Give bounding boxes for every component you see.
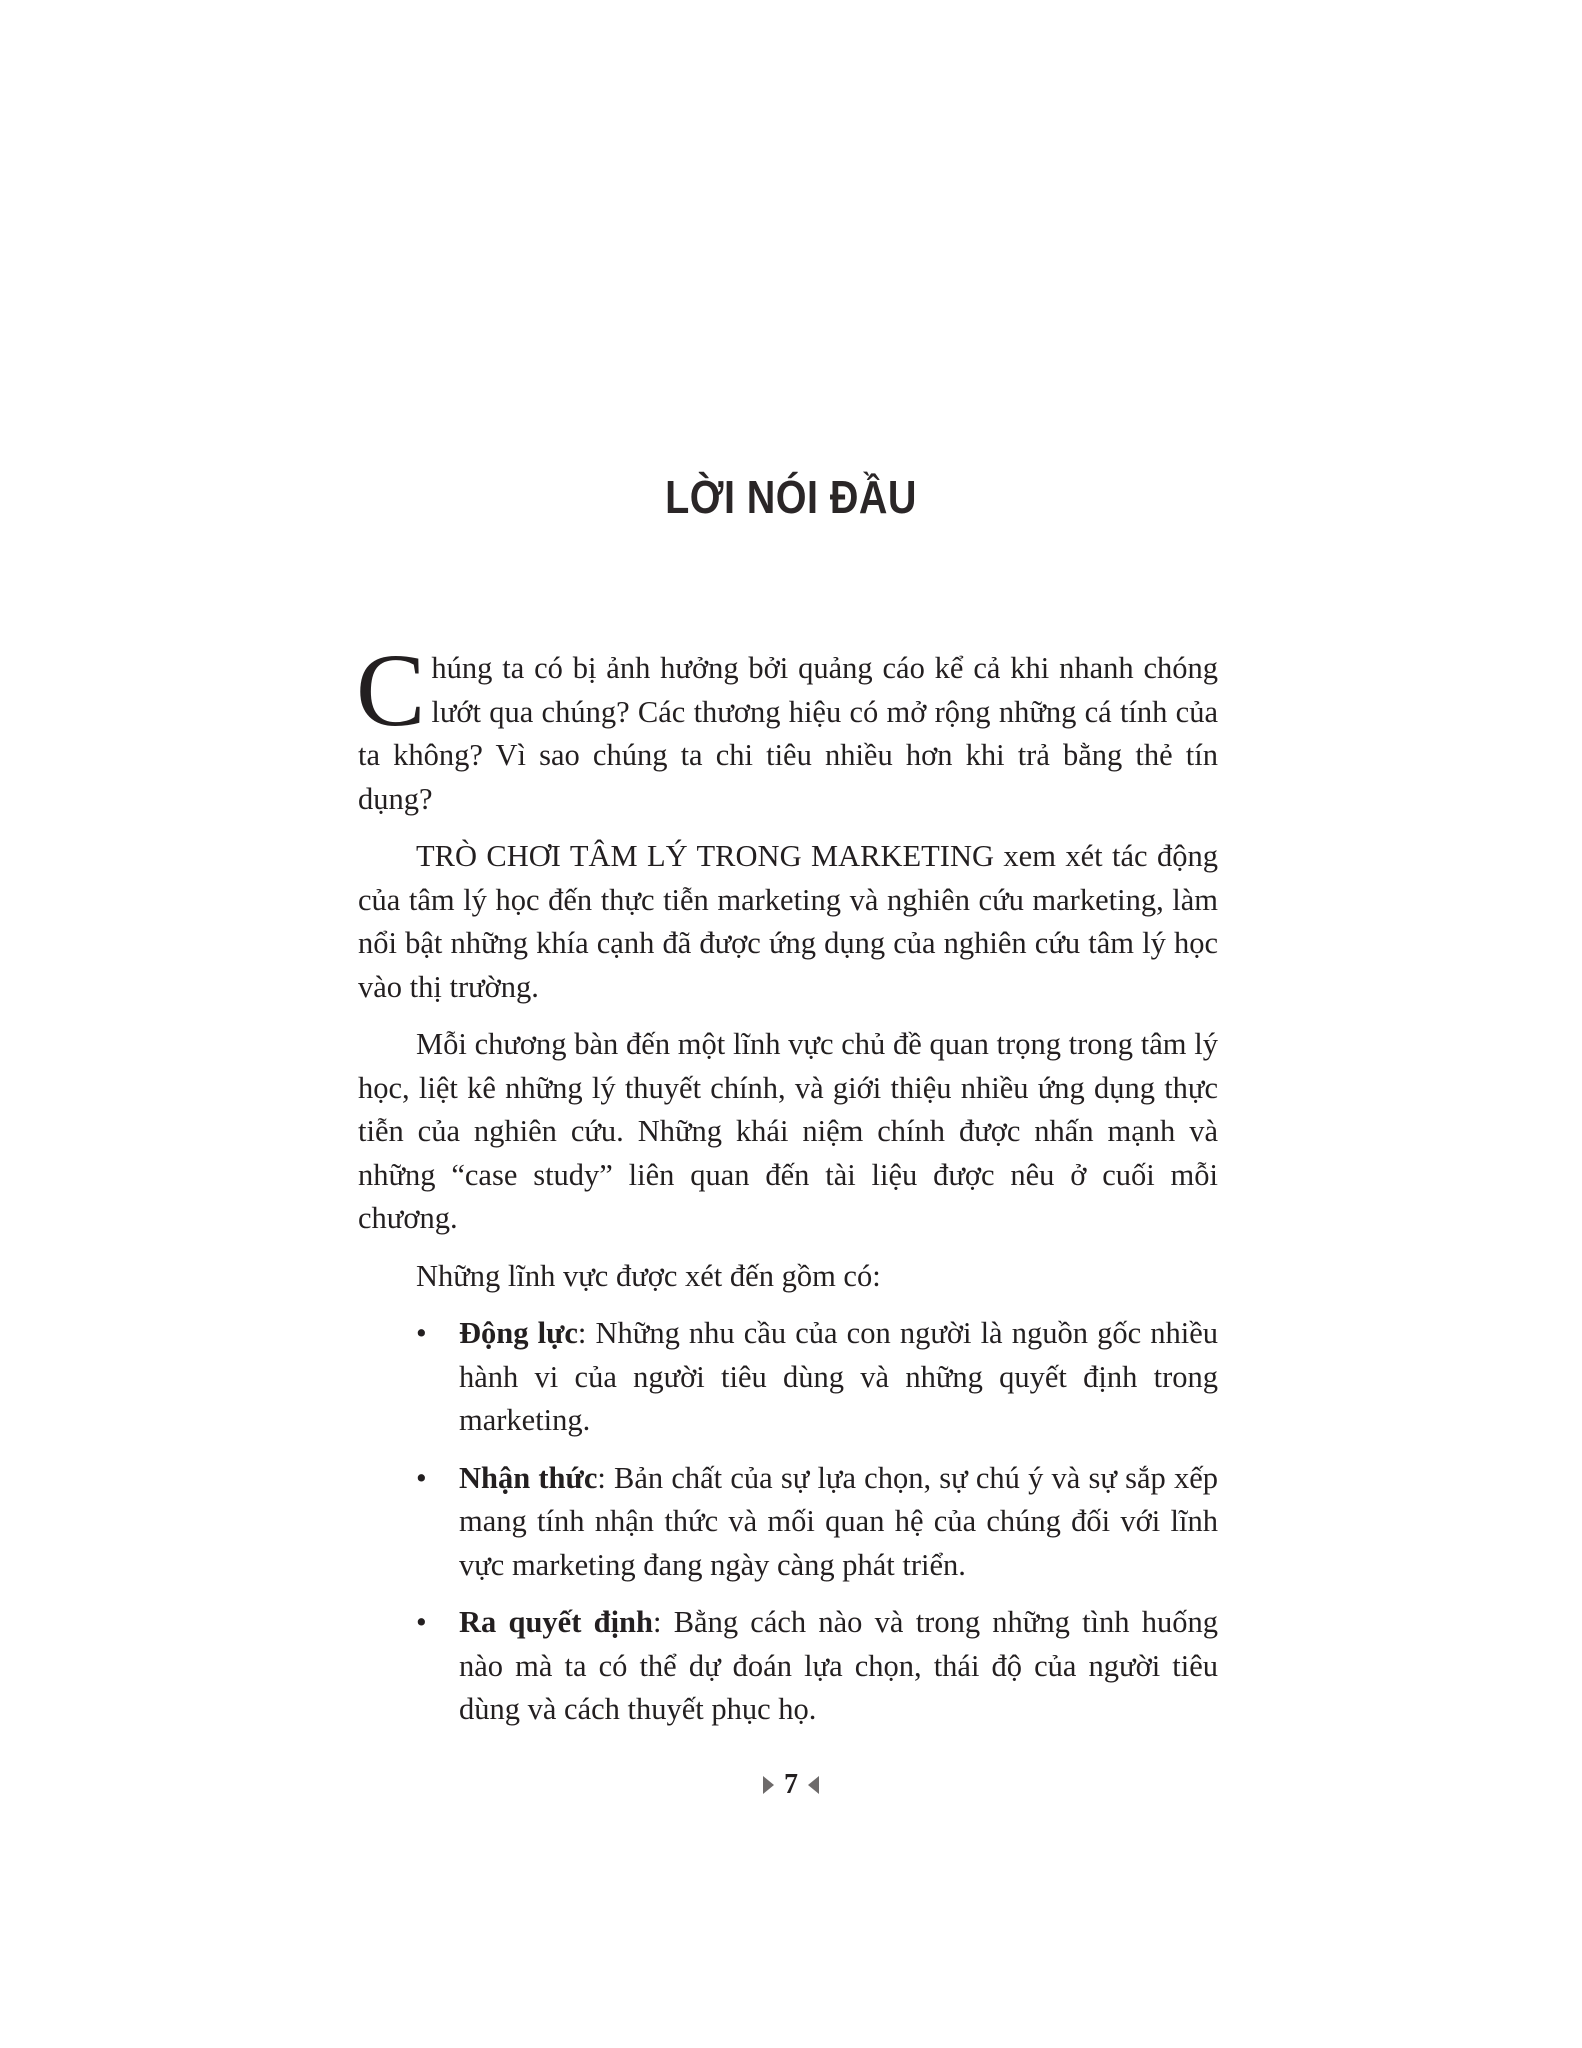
bullet-icon: • (416, 1316, 427, 1350)
paragraph-chapter-structure: Mỗi chương bàn đến một lĩnh vực chủ đề quan trọng trong tâm lý học, liệt kê những lý thuyết chính, và giới thiệu nhiều ứng dụng thực tiễn của nghiên cứu. Những khái niệm chính được nhấn mạnh và những “case study” liên quan đến tài liệu được nêu ở cuối mỗi chương. (358, 1027, 1218, 1235)
topics-list (358, 1312, 1218, 1732)
paragraph-book-description: TRÒ CHƠI TÂM LÝ TRONG MARKETING xem xét tác động của tâm lý học đến thực tiễn marketing và nghiên cứu marketing, làm nổi bật những khía cạnh đã được ứng dụng của nghiên cứu tâm lý học vào thị trường. (358, 839, 1218, 1004)
paragraph-intro-text: húng ta có bị ảnh hưởng bởi quảng cáo kể cả khi nhanh chóng lướt qua chúng? Các thương hiệu có mở rộng những cá tính của ta không? Vì sao chúng ta chi tiêu nhiều hơn khi trả bằng thẻ tín dụng? (358, 651, 1218, 816)
list-item (358, 1601, 1218, 1732)
drop-cap-letter: C (356, 633, 426, 748)
topic-description: : Bằng cách nào và trong những tình huống nào mà ta có thể dự đoán lựa chọn, thái độ của người tiêu dùng và cách thuyết phục họ. (459, 1605, 1218, 1726)
body-text (356, 633, 1218, 1746)
page-number (0, 1767, 1582, 1803)
topic-term: Động lực (459, 1316, 578, 1350)
list-item (358, 1312, 1218, 1443)
topic-description: : Những nhu cầu của con người là nguồn gốc nhiều hành vi của người tiêu dùng và những quyết định trong marketing. (459, 1316, 1218, 1437)
bullet-icon: • (416, 1460, 427, 1495)
page-number-value: 7 (784, 1769, 798, 1800)
topic-term: Nhận thức (459, 1460, 598, 1495)
paragraph-intro (356, 633, 1218, 821)
left-arrow-icon (808, 1776, 819, 1794)
right-arrow-icon (763, 1776, 774, 1794)
topic-term: Ra quyết định (459, 1605, 653, 1639)
page-title: LỜI NÓI ĐẦU (665, 471, 917, 523)
paragraph-topics-intro: Những lĩnh vực được xét đến gồm có: (416, 1258, 881, 1293)
list-item (358, 1457, 1218, 1588)
topic-description: : Bản chất của sự lựa chọn, sự chú ý và sự sắp xếp mang tính nhận thức và mối quan hệ của chúng đối với lĩnh vực marketing đang ngày càng phát triển. (459, 1460, 1218, 1582)
bullet-icon: • (416, 1605, 427, 1639)
